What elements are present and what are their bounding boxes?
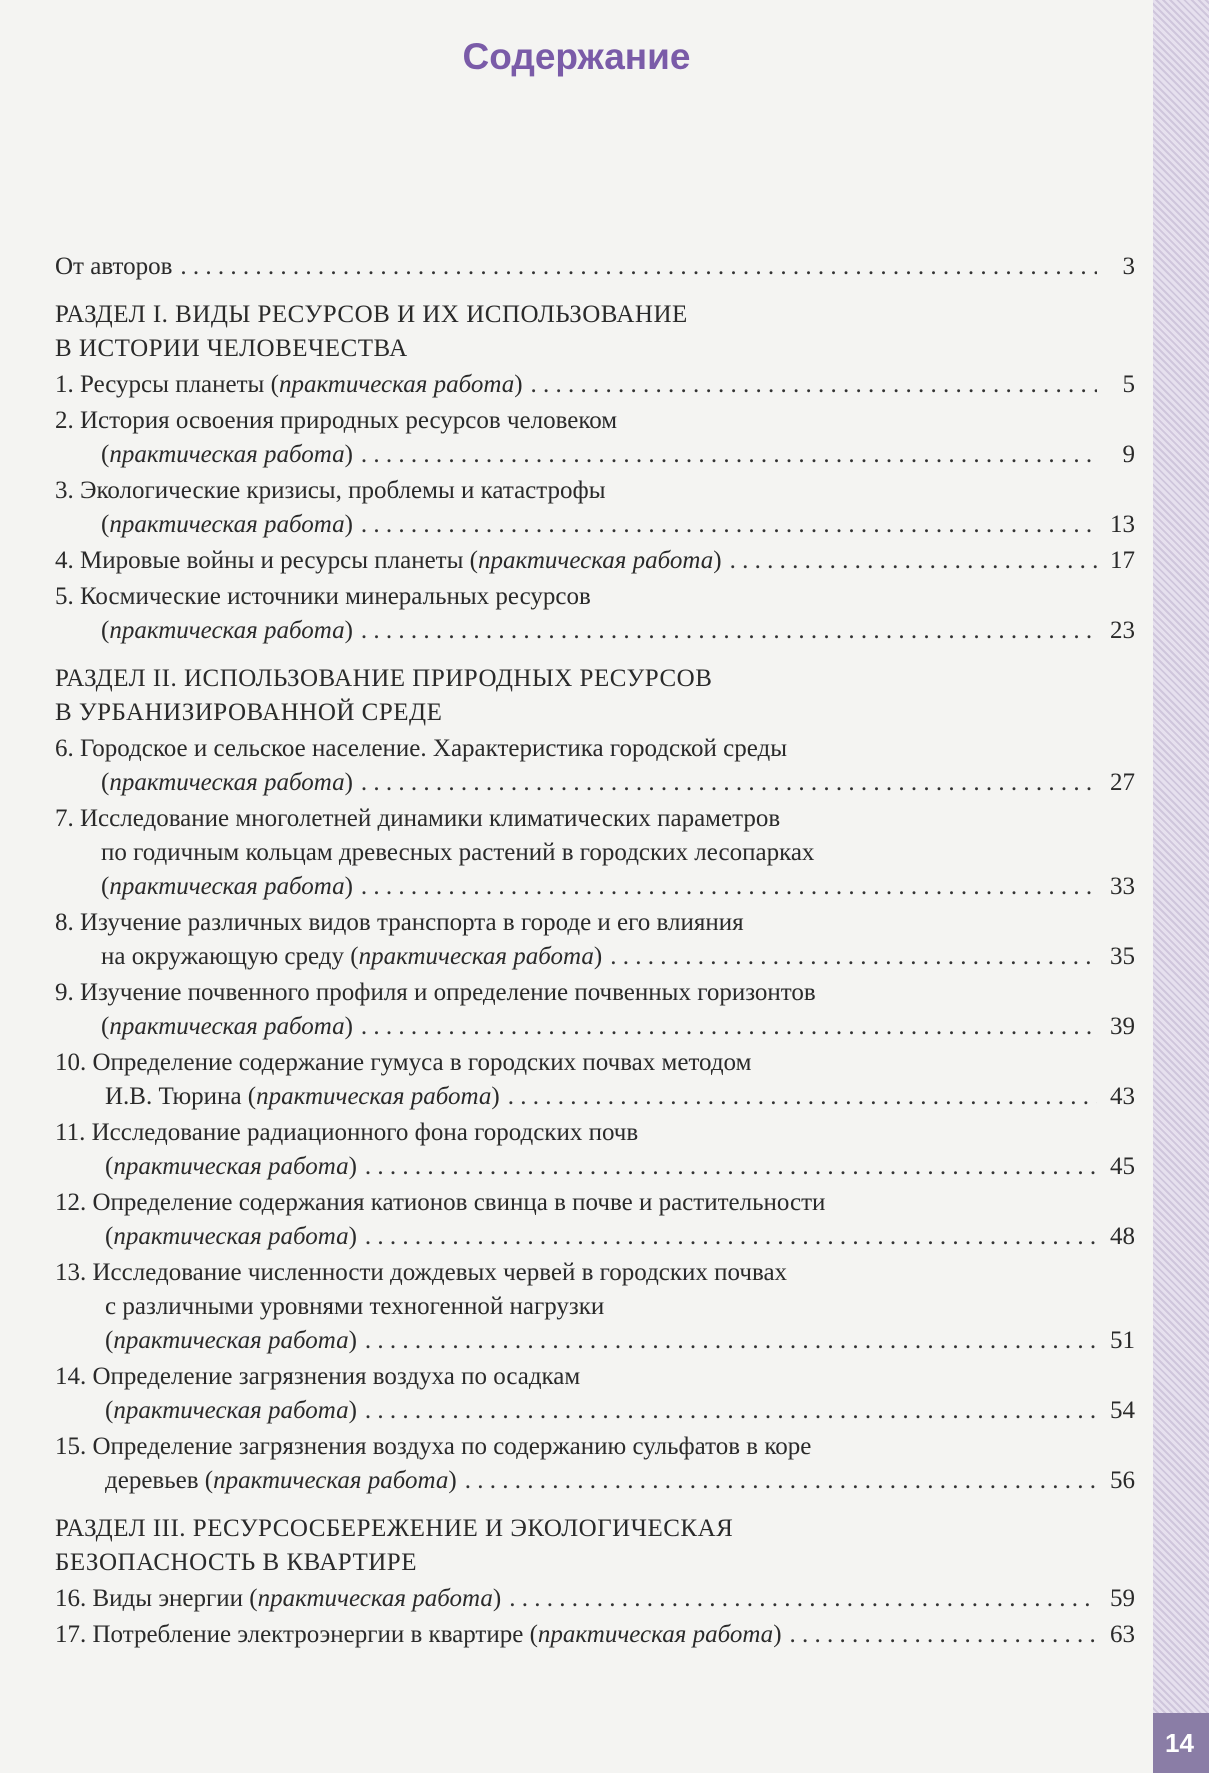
section-heading-3: РАЗДЕЛ III. РЕСУРСОСБЕРЕЖЕНИЕ И ЭКОЛОГИЧЕСКАЯ БЕЗОПАСНОСТЬ В КВАРТИРЕ: [55, 1515, 734, 1576]
page-number: 45: [1110, 1153, 1135, 1180]
page-number: 35: [1110, 943, 1135, 970]
toc-entry-16[interactable]: 16. Виды энергии (практическая работа) . . . 59: [55, 1582, 1135, 1616]
toc-entry-7[interactable]: 7. Исследование многолетней динамики климатических параметров по годичным кольцам древесных растений в городских лесопарках (практическая работа) . . . 33: [55, 802, 1135, 904]
section-heading-2: РАЗДЕЛ II. ИСПОЛЬЗОВАНИЕ ПРИРОДНЫХ РЕСУРСОВ В УРБАНИЗИРОВАННОЙ СРЕДЕ: [55, 665, 713, 726]
toc-entry-12[interactable]: 12. Определение содержания катионов свинца в почве и растительности (практическая работа) . . . 48: [55, 1186, 1135, 1254]
toc-entry-intro[interactable]: От авторов . . . 3: [55, 250, 1135, 284]
table-of-contents: [55, 250, 1135, 1654]
toc-entry-3[interactable]: 3. Экологические кризисы, проблемы и катастрофы (практическая работа) . . . 13: [55, 474, 1135, 542]
page-number: 13: [1110, 511, 1135, 538]
page-number: 59: [1110, 1585, 1135, 1612]
page-number: 54: [1110, 1397, 1135, 1424]
page-number-tab: 14: [1153, 1713, 1209, 1773]
toc-entry-9[interactable]: 9. Изучение почвенного профиля и определение почвенных горизонтов (практическая работа) . . . 39: [55, 976, 1135, 1044]
toc-entry-5[interactable]: 5. Космические источники минеральных ресурсов (практическая работа) . . . 23: [55, 580, 1135, 648]
page-number: 48: [1110, 1223, 1135, 1250]
toc-entry-6[interactable]: 6. Городское и сельское население. Характеристика городской среды (практическая работа) . . . 27: [55, 732, 1135, 800]
toc-entry-14[interactable]: 14. Определение загрязнения воздуха по осадкам (практическая работа) . . . 54: [55, 1360, 1135, 1428]
toc-entry-17[interactable]: 17. Потребление электроэнергии в квартире (практическая работа) . . . 63: [55, 1618, 1135, 1652]
page-number: 27: [1110, 769, 1135, 796]
page-number: 5: [1122, 371, 1135, 398]
page-number: 56: [1110, 1467, 1135, 1494]
toc-entry-8[interactable]: 8. Изучение различных видов транспорта в городе и его влияния на окружающую среду (практическая работа) . . . 35: [55, 906, 1135, 974]
page-number: 39: [1110, 1013, 1135, 1040]
page-title: Содержание: [462, 36, 691, 77]
page-number: 9: [1122, 441, 1135, 468]
toc-entry-11[interactable]: 11. Исследование радиационного фона городских почв (практическая работа) . . . 45: [55, 1116, 1135, 1184]
toc-entry-13[interactable]: 13. Исследование численности дождевых червей в городских почвах с различными уровнями техногенной нагрузки (практическая работа) . . . 51: [55, 1256, 1135, 1358]
page-number: 43: [1110, 1083, 1135, 1110]
page-number: 51: [1110, 1327, 1135, 1354]
toc-entry-1[interactable]: 1. Ресурсы планеты (практическая работа) . . . 5: [55, 368, 1135, 402]
toc-entry-2[interactable]: 2. История освоения природных ресурсов человеком (практическая работа) . . . 9: [55, 404, 1135, 472]
page-number: 33: [1110, 873, 1135, 900]
page-number: 63: [1110, 1621, 1135, 1648]
page-edge-strip: [1153, 0, 1209, 1773]
toc-entry-10[interactable]: 10. Определение содержание гумуса в городских почвах методом И.В. Тюрина (практическая работа) . . . 43: [55, 1046, 1135, 1114]
toc-entry-4[interactable]: 4. Мировые войны и ресурсы планеты (практическая работа) . . . 17: [55, 544, 1135, 578]
section-heading-1: РАЗДЕЛ I. ВИДЫ РЕСУРСОВ И ИХ ИСПОЛЬЗОВАНИЕ В ИСТОРИИ ЧЕЛОВЕЧЕСТВА: [55, 301, 688, 362]
page-number: 3: [1122, 253, 1135, 280]
toc-entry-15[interactable]: 15. Определение загрязнения воздуха по содержанию сульфатов в коре деревьев (практическая работа) . . . 56: [55, 1430, 1135, 1498]
page-number: 23: [1110, 617, 1135, 644]
page-number: 17: [1110, 547, 1135, 574]
